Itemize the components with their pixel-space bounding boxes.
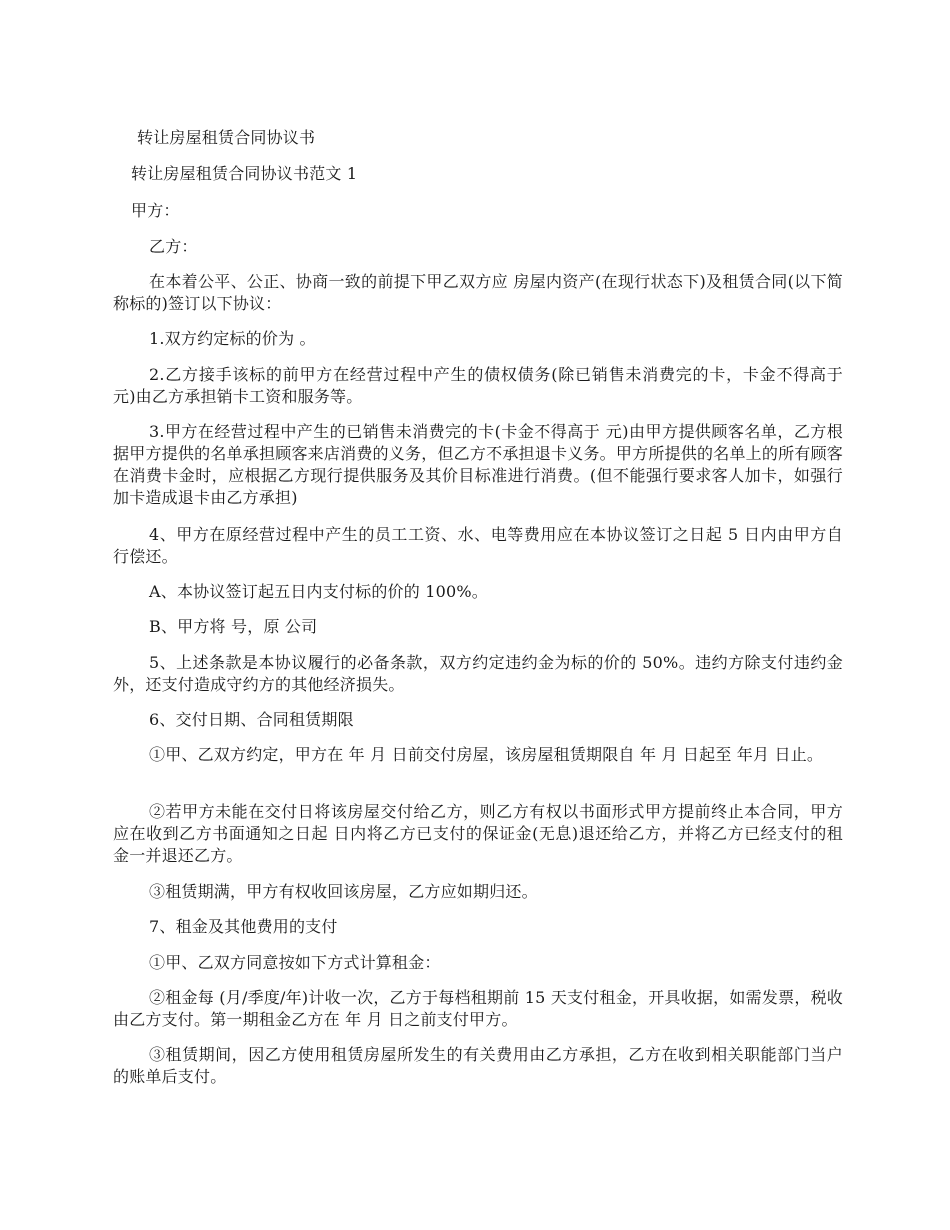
document-title: 转让房屋租赁合同协议书 [137,128,316,147]
clause-1-paragraph: 1.双方约定标的价为 。 [149,329,316,348]
clause-7-heading: 7、租金及其他费用的支付 [149,917,338,936]
clause-2-paragraph: 2.乙方接手该标的前甲方在经营过程中产生的债权债务(除已销售未消费完的卡，卡金不得高于 元)由乙方承担销卡工资和服务等。 [113,365,843,406]
clause-6-1-paragraph: ①甲、乙双方约定，甲方在 年 月 日前交付房屋，该房屋租赁期限自 年 月 日起至 年月 日止。 [149,745,824,764]
party-b-label: 乙方： [149,237,198,256]
clause-5-paragraph: 5、上述条款是本协议履行的必备条款，双方约定违约金为标的价的 50%。违约方除支付违约金外，还支付造成守约方的其他经济损失。 [113,653,843,694]
clause-a-paragraph: A、本协议签订起五日内支付标的价的 100%。 [149,582,488,601]
clause-7-3-paragraph: ③租赁期间，因乙方使用租赁房屋所发生的有关费用由乙方承担，乙方在收到相关职能部门当户的账单后支付。 [113,1045,843,1086]
party-a-label: 甲方： [131,201,180,220]
clause-6-3-paragraph: ③租赁期满，甲方有权收回该房屋，乙方应如期归还。 [149,882,538,901]
clause-7-1-paragraph: ①甲、乙双方同意按如下方式计算租金： [149,953,441,972]
clause-b-paragraph: B、甲方将 号，原 公司 [149,617,318,636]
clause-4-paragraph: 4、甲方在原经营过程中产生的员工工资、水、电等费用应在本协议签订之日起 5 日内由甲方自行偿还。 [113,525,843,566]
preamble-paragraph: 在本着公平、公正、协商一致的前提下甲乙双方应 房屋内资产(在现行状态下)及租赁合同(以下简称标的)签订以下协议： [113,272,843,313]
clause-7-2-paragraph: ②租金每 (月/季度/年)计收一次，乙方于每档租期前 15 天支付租金，开具收据，如需发票，税收由乙方支付。第一期租金乙方在 年 月 日之前支付甲方。 [113,988,843,1029]
clause-6-heading: 6、交付日期、合同租赁期限 [149,710,354,729]
document-subtitle: 转让房屋租赁合同协议书范文 1 [131,164,358,183]
clause-6-2-paragraph: ②若甲方未能在交付日将该房屋交付给乙方，则乙方有权以书面形式甲方提前终止本合同，甲方应在收到乙方书面通知之日起 日内将乙方已支付的保证金(无息)退还给乙方，并将乙方已经支付的租金一并退还乙方。 [113,802,843,865]
clause-3-paragraph: 3.甲方在经营过程中产生的已销售未消费完的卡(卡金不得高于 元)由甲方提供顾客名单，乙方根据甲方提供的名单承担顾客来店消费的义务，但乙方不承担退卡义务。甲方所提供的名单上的所有顾客在消费卡金时，应根据乙方现行提供服务及其价目标准进行消费。(但不能强行要求客人加卡，如强行加卡造成退卡由乙方承担) [113,422,843,507]
